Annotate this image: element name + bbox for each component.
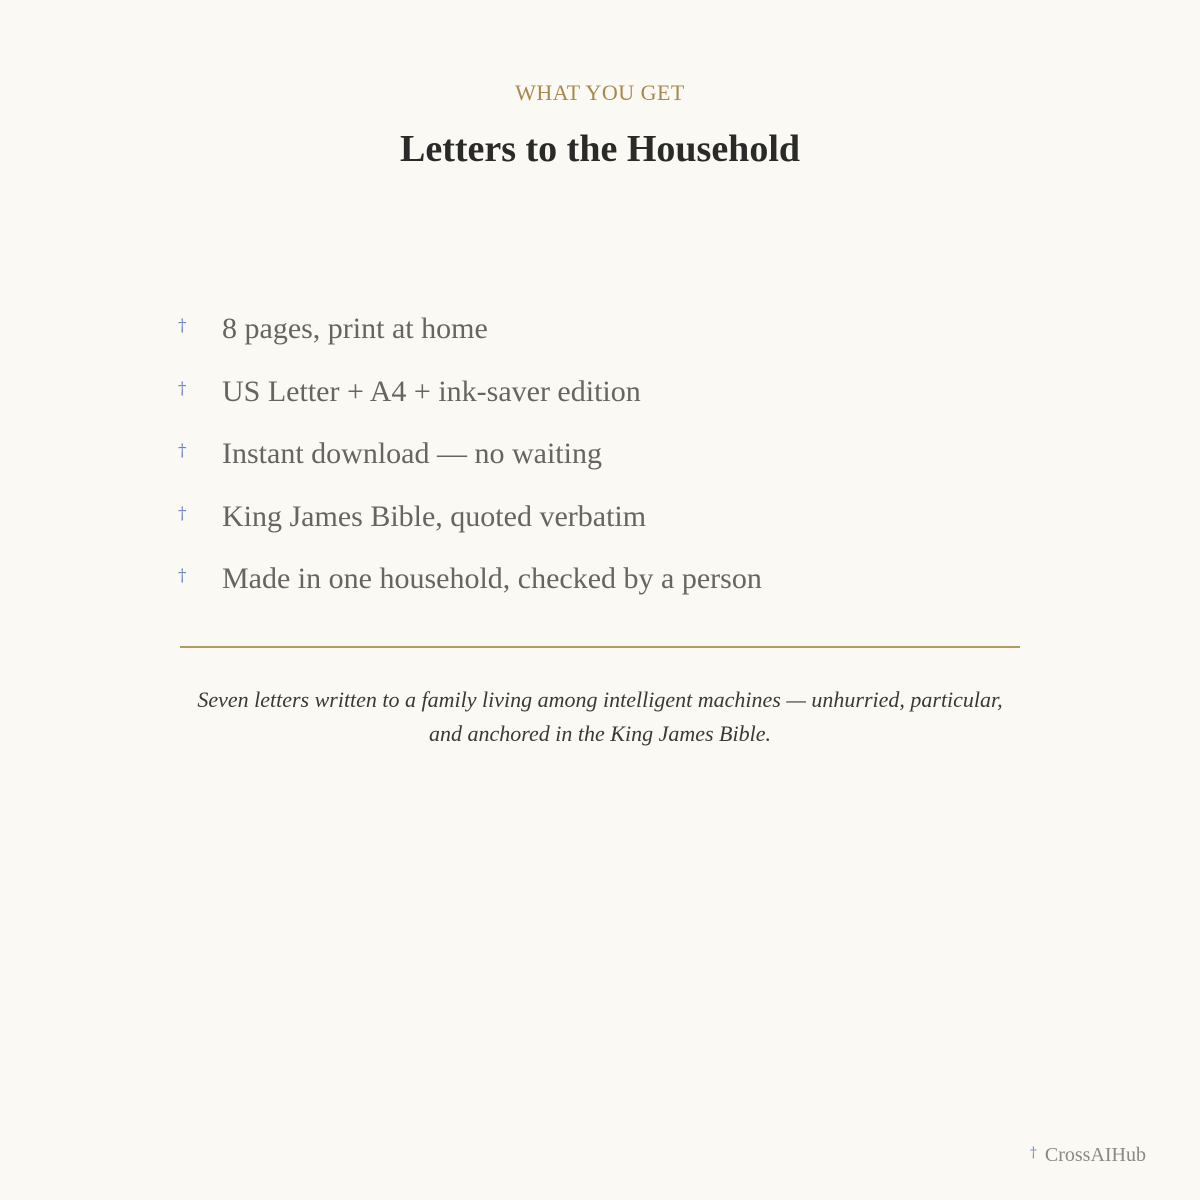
cross-icon: † [178,441,187,461]
page-title: Letters to the Household [399,128,801,170]
feature-text: Made in one household, checked by a person [222,562,762,595]
cross-icon: † [178,316,187,336]
cross-icon: † [178,378,187,399]
section-eyebrow: WHAT YOU GET [515,80,685,105]
cross-icon: † [178,503,187,524]
feature-text: US Letter + A4 + ink-saver edition [222,374,641,408]
feature-text: 8 pages, print at home [222,312,488,345]
cross-icon: † [178,566,187,586]
divider [180,646,1020,648]
description: Seven letters written to a family living among intelligent machines — unhurried, particular, and anchored in the King James Bible. [197,687,1003,746]
feature-text: King James Bible, quoted verbatim [222,499,647,533]
footer-brand [1030,1144,1146,1167]
feature-text: Instant download — no waiting [222,437,602,470]
brand-name: CrossAIHub [1044,1144,1146,1166]
cross-icon: † [1029,1145,1037,1161]
